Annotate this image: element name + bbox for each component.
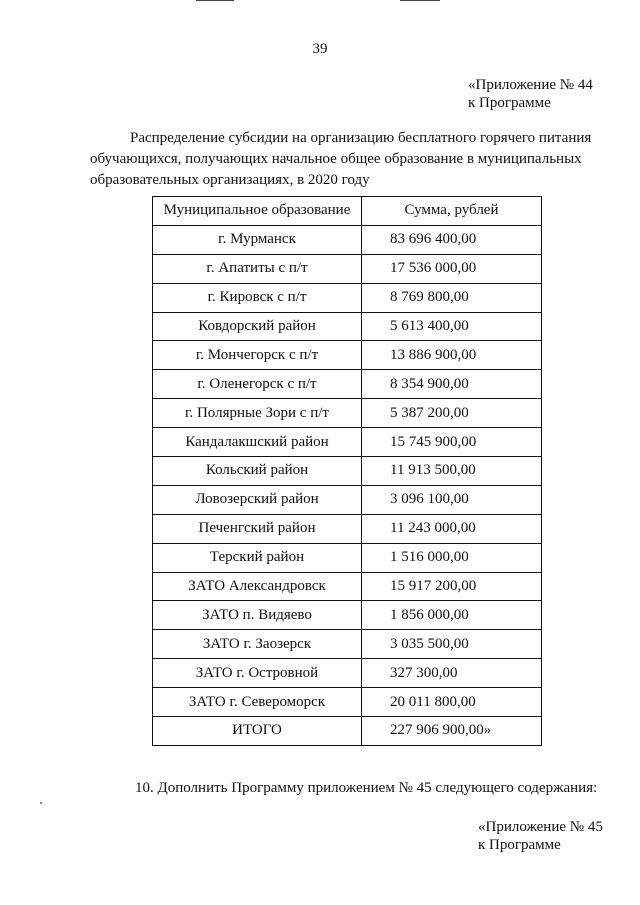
amount-cell: 15 917 200,00 bbox=[362, 572, 542, 601]
amount-cell: 20 011 800,00 bbox=[362, 688, 542, 717]
top-scan-line-left bbox=[196, 0, 234, 1]
municipality-cell: Кандалакшский район bbox=[153, 428, 362, 457]
appendix-45-note bbox=[478, 818, 603, 854]
municipality-cell: Печенгский район bbox=[153, 514, 362, 543]
amount-cell: 83 696 400,00 bbox=[362, 225, 542, 254]
municipality-cell: г. Полярные Зори с п/т bbox=[153, 399, 362, 428]
table-row bbox=[153, 572, 542, 601]
margin-mark bbox=[40, 802, 42, 804]
municipality-cell: Ловозерский район bbox=[153, 485, 362, 514]
amount-cell: 8 354 900,00 bbox=[362, 370, 542, 399]
amount-cell: 327 300,00 bbox=[362, 659, 542, 688]
table-row bbox=[153, 514, 542, 543]
municipality-cell: г. Апатиты с п/т bbox=[153, 254, 362, 283]
table-row bbox=[153, 543, 542, 572]
amount-cell: 11 243 000,00 bbox=[362, 514, 542, 543]
municipality-cell: г. Мончегорск с п/т bbox=[153, 341, 362, 370]
table-body bbox=[153, 225, 542, 745]
column-header-municipality: Муниципальное образование bbox=[153, 197, 362, 226]
intro-line-1: Распределение субсидии на организацию бесплатного горячего питания bbox=[130, 130, 592, 146]
municipality-cell: Терский район bbox=[153, 543, 362, 572]
municipality-cell: ЗАТО г. Заозерск bbox=[153, 630, 362, 659]
appendix-44-subtitle: к Программе bbox=[468, 95, 551, 111]
amount-cell: 227 906 900,00» bbox=[362, 717, 542, 746]
table-row bbox=[153, 457, 542, 486]
table-row bbox=[153, 399, 542, 428]
appendix-44-title: «Приложение № 44 bbox=[468, 77, 593, 93]
appendix-45-title: «Приложение № 45 bbox=[478, 819, 603, 835]
table-row bbox=[153, 485, 542, 514]
amount-cell: 3 096 100,00 bbox=[362, 485, 542, 514]
municipality-cell: ЗАТО г. Североморск bbox=[153, 688, 362, 717]
item-10-text: 10. Дополнить Программу приложением № 45 следующего содержания: bbox=[135, 780, 598, 796]
table-row bbox=[153, 225, 542, 254]
municipality-cell: Ковдорский район bbox=[153, 312, 362, 341]
appendix-45-subtitle: к Программе bbox=[478, 837, 561, 853]
table-row bbox=[153, 254, 542, 283]
subsidy-table bbox=[152, 196, 542, 746]
municipality-cell: Кольский район bbox=[153, 457, 362, 486]
amount-cell: 5 387 200,00 bbox=[362, 399, 542, 428]
amount-cell: 5 613 400,00 bbox=[362, 312, 542, 341]
table-row bbox=[153, 283, 542, 312]
municipality-cell: ИТОГО bbox=[153, 717, 362, 746]
table-row bbox=[153, 630, 542, 659]
table-row bbox=[153, 688, 542, 717]
amount-cell: 17 536 000,00 bbox=[362, 254, 542, 283]
municipality-cell: г. Оленегорск с п/т bbox=[153, 370, 362, 399]
table-row bbox=[153, 601, 542, 630]
page-number: 39 bbox=[312, 41, 328, 57]
municipality-cell: ЗАТО Александровск bbox=[153, 572, 362, 601]
top-scan-line-right bbox=[400, 0, 440, 1]
amount-cell: 13 886 900,00 bbox=[362, 341, 542, 370]
table-row bbox=[153, 717, 542, 746]
amount-cell: 8 769 800,00 bbox=[362, 283, 542, 312]
amount-cell: 1 516 000,00 bbox=[362, 543, 542, 572]
amount-cell: 1 856 000,00 bbox=[362, 601, 542, 630]
municipality-cell: ЗАТО п. Видяево bbox=[153, 601, 362, 630]
table-row bbox=[153, 370, 542, 399]
municipality-cell: г. Мурманск bbox=[153, 225, 362, 254]
table-row bbox=[153, 659, 542, 688]
table-row bbox=[153, 428, 542, 457]
intro-line-2: обучающихся, получающих начальное общее образование в муниципальных bbox=[90, 151, 582, 167]
intro-paragraph bbox=[90, 128, 600, 191]
intro-line-3: образовательных организациях, в 2020 году bbox=[90, 172, 370, 188]
municipality-cell: ЗАТО г. Островной bbox=[153, 659, 362, 688]
amount-cell: 11 913 500,00 bbox=[362, 457, 542, 486]
column-header-amount: Сумма, рублей bbox=[362, 197, 542, 226]
municipality-cell: г. Кировск с п/т bbox=[153, 283, 362, 312]
appendix-44-note bbox=[468, 76, 593, 112]
table-header-row bbox=[153, 197, 542, 226]
amount-cell: 3 035 500,00 bbox=[362, 630, 542, 659]
amount-cell: 15 745 900,00 bbox=[362, 428, 542, 457]
table-row bbox=[153, 312, 542, 341]
table-row bbox=[153, 341, 542, 370]
